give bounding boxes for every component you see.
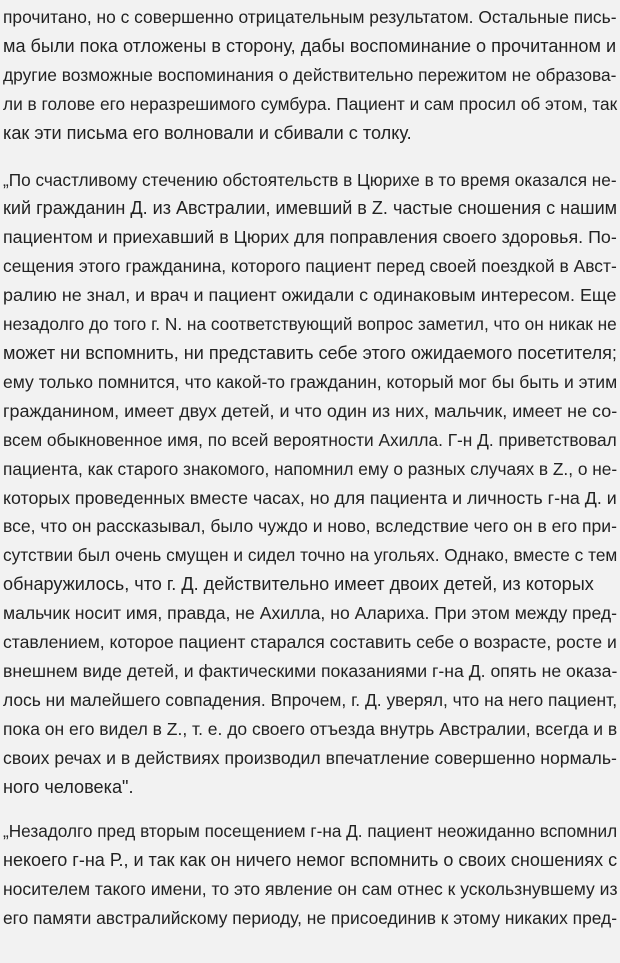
- text-line: как эти письма его волновали и сбивали с толку.: [3, 122, 412, 143]
- text-line: гражданином, имеет двух детей, и что один из них, мальчик, имеет не со-: [3, 400, 618, 421]
- text-line: может ни вспомнить, ни представить себе этого ожидаемого посетителя;: [3, 342, 617, 363]
- text-line: незадолго до того г. N. на соответствующий вопрос заметил, что он никак не: [3, 314, 617, 335]
- text-line: пока он его видел в Z., т. е. до своего отъезда внутрь Австралии, всегда и в: [3, 718, 618, 739]
- text-line: внешнем виде детей, и фактическими показаниями г-на Д. опять не оказа-: [3, 660, 618, 681]
- text-line: его памяти австралийскому периоду, не присоединив к этому никаких пред-: [3, 908, 617, 929]
- text-line: все, что он рассказывал, было чуждо и ново, вследствие чего он в его при-: [3, 516, 617, 537]
- paragraph-2: [3, 166, 620, 802]
- text-line: обнаружилось, что г. Д. действительно имеет двоих детей, из которых: [3, 574, 594, 595]
- paragraph-1: [3, 3, 620, 148]
- text-line: ма были пока отложены в сторону, дабы воспоминание о прочитанном и: [3, 35, 617, 56]
- text-line: носителем такого имени, то это явление он сам отнес к ускользнувшему из: [3, 879, 618, 900]
- paragraph-3: [3, 817, 620, 933]
- text-line: своих речах и в действиях производил впечатление совершенно нормаль-: [3, 747, 617, 768]
- text-line: „Незадолго пред вторым посещением г-на Д. пациент неожиданно вспомнил: [3, 821, 618, 842]
- text-line: пациента, как старого знакомого, напомнил ему о разных случаях в Z., о не-: [3, 458, 618, 479]
- text-line: „По счастливому стечению обстоятельств в Цюрихе в то время оказался не-: [3, 169, 617, 190]
- text-line: которых проведенных вместе часах, но для пациента и личность г-на Д. и: [3, 487, 617, 508]
- text-line: мальчик носит имя, правда, не Ахилла, но Алариха. При этом между пред-: [3, 603, 618, 624]
- text-line: ралию не знал, и врач и пациент ожидали с одинаковым интересом. Еще: [3, 285, 617, 306]
- text-line: ного человека".: [3, 776, 134, 797]
- text-line: сещения этого гражданина, которого пациент перед своей поездкой в Авст-: [3, 256, 617, 277]
- text-line: кий гражданин Д. из Австралии, имевший в Z. частые сношения с нашим: [3, 198, 618, 219]
- text-line: ему только помнится, что какой-то гражданин, который мог бы быть и этим: [3, 371, 618, 392]
- text-line: всем обыкновенное имя, по всей вероятности Ахилла. Г-н Д. приветствовал: [3, 429, 617, 450]
- text-line: некоего г-на Р., и так как он ничего немог вспомнить о своих сношениях с: [3, 850, 618, 871]
- text-line: лось ни малейшего совпадения. Впрочем, г. Д. уверял, что на него пациент,: [3, 689, 618, 710]
- text-line: пациентом и приехавший в Цюрих для поправления своего здоровья. По-: [3, 227, 617, 248]
- text-line: прочитано, но с совершенно отрицательным результатом. Остальные пись-: [3, 7, 617, 27]
- text-line: другие возможные воспоминания о действительно пережитом не образова-: [3, 64, 617, 85]
- text-line: ставлением, которое пациент старался составить себе о возрасте, росте и: [3, 632, 617, 653]
- text-line: сутствии был очень смущен и сидел точно на угольях. Однако, вместе с тем: [3, 545, 618, 566]
- text-line: ли в голове его неразрешимого сумбура. Пациент и сам просил об этом, так: [3, 93, 618, 114]
